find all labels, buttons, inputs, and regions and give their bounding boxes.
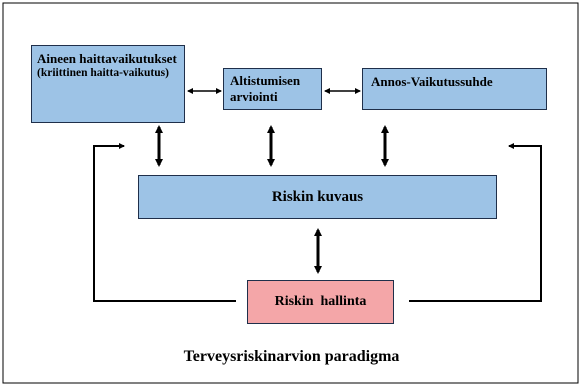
dose-response-box bbox=[362, 68, 547, 110]
hazard-title: Aineen haittavaikutukset bbox=[37, 51, 177, 66]
exposure-label: Altistumisen arviointi bbox=[230, 73, 301, 104]
risk-characterization-box bbox=[138, 175, 497, 219]
feedback-arrow-left bbox=[94, 146, 236, 301]
hazard-note: (kriittinen haitta-vaikutus) bbox=[37, 67, 169, 79]
exposure-assessment-box bbox=[223, 68, 322, 110]
risk-management-label: Riskin hallinta bbox=[274, 294, 367, 309]
risk-management-box bbox=[247, 280, 394, 324]
diagram-caption: Terveysriskinarvion paradigma bbox=[183, 348, 400, 365]
risk-characterization-label: Riskin kuvaus bbox=[271, 188, 364, 205]
hazard-identification-box bbox=[31, 45, 185, 123]
dose-response-label: Annos-Vaikutussuhde bbox=[371, 74, 493, 89]
feedback-arrow-right bbox=[409, 146, 541, 301]
